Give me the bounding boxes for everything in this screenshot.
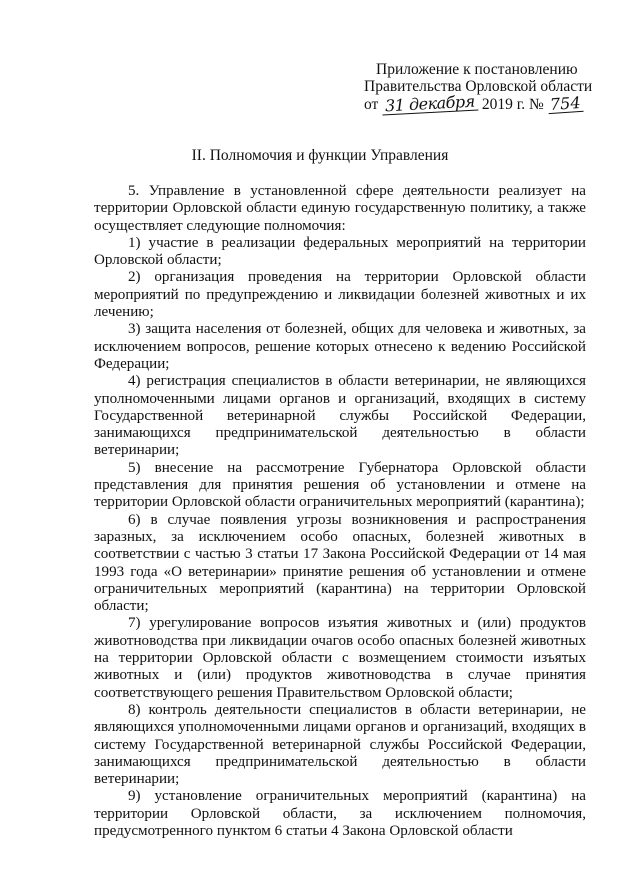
paragraph: 5. Управление в установленной сфере деятельности реализует на территории Орловской области единую государственную политику, а также осуществляет следующие полномочия: [94,183,586,234]
year-label: 2019 г. № [481,96,544,113]
paragraph: 2) организация проведения на территории Орловской области мероприятий по предупреждению и ликвидации болезней животных и их лечению; [94,269,586,321]
section-title: II. Полномочия и функции Управления [191,147,449,164]
appendix-header-line2: Правительства Орловской области [364,78,593,95]
paragraph: 3) защита населения от болезней, общих для человека и животных, за исключением вопросов, решение которых отнесено к ведению Российской Федерации; [94,321,586,372]
handwritten-number: 754 [549,92,581,115]
paragraph: 8) контроль деятельности специалистов в области ветеринарии, не являющихся уполномоченными лицами органов и организаций, входящих в систему Государственной ветеринарной службы Российской Федерации, занимающихся предпринимательской деятельностью в области ветеринарии; [94,701,586,788]
paragraph: 6) в случае появления угрозы возникновения и распространения заразных, за исключением особо опасных, болезней животных в соответствии с частью 3 статьи 17 Закона Российской Федерации от 14 мая 1993 года «О ветеринарии» принятие решения об установлении и отмене ограничительных мероприятий (карантина) на территории Орловской области; [94,511,586,615]
paragraph: 9) установление ограничительных мероприятий (карантина) на территории Орловской области, за исключением полномочия, предусмотренного пунктом 6 статьи 4 Закона Орловской области [94,788,586,839]
from-label: от [364,96,379,113]
appendix-header [364,61,614,116]
paragraph: 4) регистрация специалистов в области ветеринарии, не являющихся уполномоченными лицами органов и организаций, входящих в систему Государственной ветеринарной службы Российской Федерации, занимающихся предпринимательской деятельностью в области ветеринарии; [94,373,586,459]
paragraph: 1) участие в реализации федеральных мероприятий на территории Орловской области; [94,234,586,269]
handwritten-date: 31 декабря [382,93,479,116]
appendix-header-date-line [364,91,614,116]
appendix-header-line1: Приложение к постановлению [376,61,578,78]
paragraph: 7) урегулирование вопросов изъятия животных и (или) продуктов животноводства при ликвидации очагов особо опасных болезней животных на территории Орловской области с возмещением стоимости изъятых животных и (или) продуктов животноводства в случае принятия соответствующего решения Правительством Орловской области; [94,615,586,701]
paragraph: 5) внесение на рассмотрение Губернатора Орловской области представления для принятия решения об установлении и отмене на территории Орловской области ограничительных мероприятий (карантина); [94,459,586,511]
document-body [94,183,586,840]
